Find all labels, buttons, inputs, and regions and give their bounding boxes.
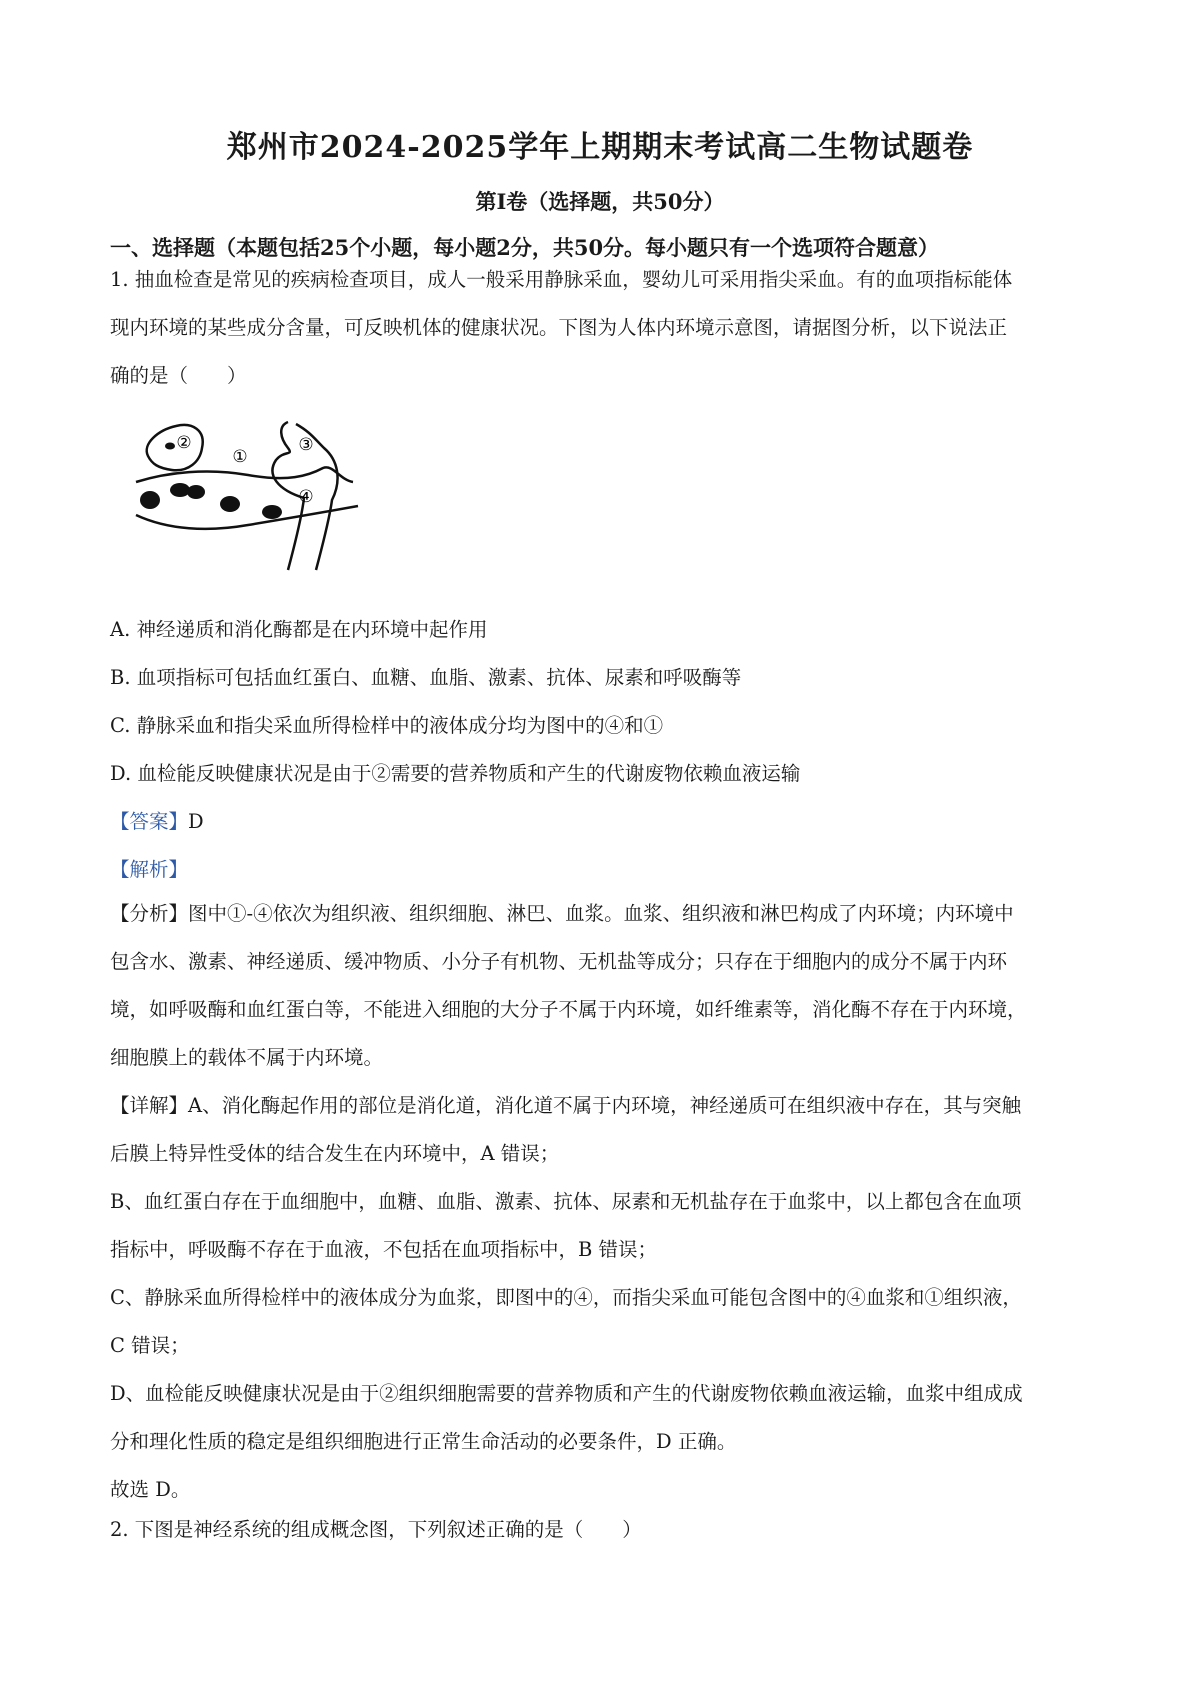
vessel-lower-wall — [136, 506, 358, 529]
detail-line: 分和理化性质的稳定是组织细胞进行正常生命活动的必要条件，D 正确。 — [110, 1430, 737, 1453]
part-subtitle: 第I卷（选择题，共50分） — [475, 189, 725, 214]
detail-line: 后膜上特异性受体的结合发生在内环境中，A 错误； — [110, 1142, 560, 1165]
analysis-line: 包含水、激素、神经递质、缓冲物质、小分子有机物、无机盐等成分；只存在于细胞内的成分不属于内环 — [110, 950, 1008, 973]
analysis-line: 境，如呼吸酶和血红蛋白等，不能进入细胞的大分子不属于内环境，如纤维素等，消化酶不存在于内环境， — [110, 998, 1027, 1021]
label-3: ③ — [298, 435, 314, 455]
detail-line: C、静脉采血所得检样中的液体成分为血浆，即图中的④，而指尖采血可能包含图中的④血浆和①组织液， — [110, 1286, 1022, 1309]
detail-line: B、血红蛋白存在于血细胞中，血糖、血脂、激素、抗体、尿素和无机盐存在于血浆中，以上都包含在血项 — [110, 1190, 1022, 1213]
option-c: C. 静脉采血和指尖采血所得检样中的液体成分均为图中的④和① — [110, 714, 664, 737]
internal-environment-figure — [128, 420, 368, 590]
blood-cell — [187, 485, 205, 499]
page-title: 郑州市2024-2025学年上期期末考试高二生物试题卷 — [226, 130, 974, 165]
stem-line: 1. 抽血检查是常见的疾病检查项目，成人一般采用静脉采血，婴幼儿可采用指尖采血。有的血项指标能体 — [110, 268, 1013, 291]
blood-cell — [140, 491, 160, 509]
label-4: ④ — [298, 487, 314, 507]
stem-line: 确的是（ ） — [110, 364, 247, 387]
detail-block — [110, 1082, 1100, 1514]
section-heading: 一、选择题（本题包括25个小题，每小题2分，共50分。每小题只有一个选项符合题意） — [110, 235, 940, 260]
tissue-cell — [147, 425, 203, 470]
option-b: B. 血项指标可包括血红蛋白、血糖、血脂、激素、抗体、尿素和呼吸酶等 — [110, 666, 742, 689]
answer-line — [110, 806, 204, 834]
answer-tag: 【答案】 — [110, 810, 189, 833]
analysis-line: 细胞膜上的载体不属于内环境。 — [110, 1046, 384, 1069]
label-1: ① — [232, 447, 248, 467]
detail-line: 指标中，呼吸酶不存在于血液，不包括在血项指标中，B 错误； — [110, 1238, 658, 1261]
detail-line: 【详解】A、消化酶起作用的部位是消化道，消化道不属于内环境，神经递质可在组织液中存在，其与突触 — [110, 1094, 1022, 1117]
analysis-line: 【分析】图中①-④依次为组织液、组织细胞、淋巴、血浆。血浆、组织液和淋巴构成了内环境；内环境中 — [110, 902, 1014, 925]
detail-line: D、血检能反映健康状况是由于②组织细胞需要的营养物质和产生的代谢废物依赖血液运输，血浆中组成成 — [110, 1382, 1023, 1405]
blood-cell — [220, 496, 240, 512]
blood-cell — [170, 483, 190, 497]
label-2: ② — [176, 433, 192, 453]
detail-line: C 错误； — [110, 1334, 190, 1357]
blood-cell — [262, 505, 282, 519]
question-1-stem — [110, 256, 1100, 400]
analysis-block — [110, 890, 1100, 1082]
question-2-stem: 2. 下图是神经系统的组成概念图，下列叙述正确的是（ ） — [110, 1518, 642, 1541]
cell-nucleus — [165, 443, 175, 450]
stem-line: 现内环境的某些成分含量，可反映机体的健康状况。下图为人体内环境示意图，请据图分析，以下说法正 — [110, 316, 1008, 339]
analysis-tag: 【解析】 — [110, 858, 189, 881]
option-d: D. 血检能反映健康状况是由于②需要的营养物质和产生的代谢废物依赖血液运输 — [110, 762, 801, 785]
option-a: A. 神经递质和消化酶都是在内环境中起作用 — [110, 618, 488, 641]
detail-line: 故选 D。 — [110, 1478, 191, 1501]
answer-value: D — [188, 810, 204, 833]
